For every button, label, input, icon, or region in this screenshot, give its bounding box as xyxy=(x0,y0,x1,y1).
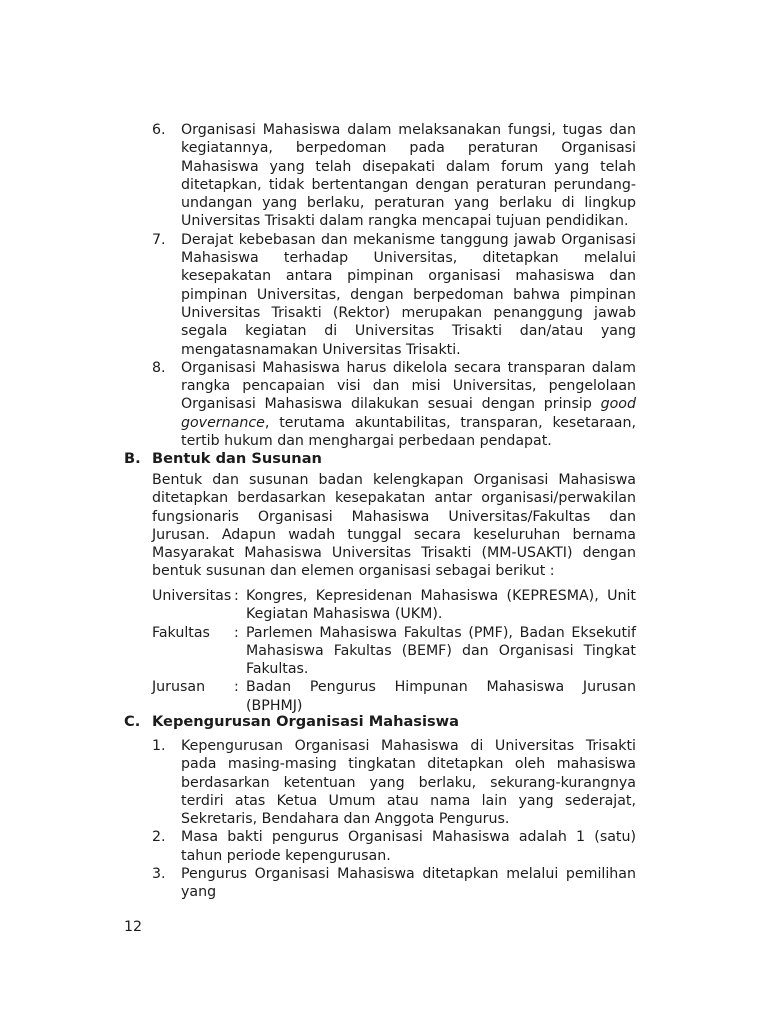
list-item xyxy=(152,737,636,828)
page-number: 12 xyxy=(124,919,143,935)
list-item xyxy=(152,359,636,450)
list-number: 2. xyxy=(152,829,166,846)
row-label: Jurusan xyxy=(152,679,206,696)
row-colon: : xyxy=(234,588,239,604)
table-row xyxy=(152,587,636,624)
row-value: Parlemen Mahasiswa Fakultas (PMF), Badan Eksekutif Mahasiswa Fakultas (BEMF) dan Organisasi Tingkat Fakultas. xyxy=(246,624,636,678)
list-text: Masa bakti pengurus Organisasi Mahasiswa adalah 1 (satu) tahun periode kepengurusan. xyxy=(181,829,636,864)
table-row xyxy=(152,624,636,679)
row-label: Fakultas xyxy=(152,624,210,641)
row-value: Kongres, Kepresidenan Mahasiswa (KEPRESMA), Unit Kegiatan Mahasiswa (UKM). xyxy=(246,588,636,623)
list-text-italic: good governance xyxy=(181,396,636,431)
list-item xyxy=(152,828,636,865)
row-value: Badan Pengurus Himpunan Mahasiswa Jurusan (BPHMJ) xyxy=(246,679,636,714)
row-colon: : xyxy=(234,679,239,696)
section-title: Kepengurusan Organisasi Mahasiswa xyxy=(152,713,460,730)
section-letter: B. xyxy=(124,450,141,467)
list-continued xyxy=(152,121,636,450)
list-text: Kepengurusan Organisasi Mahasiswa di Universitas Trisakti pada masing-masing tingkatan ditetapkan oleh mahasiswa berdasarkan ketentuan yang berlaku, sekurang-kurangnya terdiri atas Ketua Umum atau nama lain yang sederajat, Sekretaris, Bendahara dan Anggota Pengurus. xyxy=(181,738,636,828)
list-item xyxy=(152,865,636,902)
list-text-end: , terutama akuntabilitas, transparan, kesetaraan, tertib hukum dan menghargai perbedaan pendapat. xyxy=(181,414,636,450)
list-item xyxy=(152,121,636,231)
section-letter: C. xyxy=(124,713,141,730)
section-title: Bentuk dan Susunan xyxy=(152,450,322,467)
list-number: 7. xyxy=(152,231,166,248)
list-text: Organisasi Mahasiswa dalam melaksanakan fungsi, tugas dan kegiatannya, berpedoman pada peraturan Organisasi Mahasiswa yang telah disepakati dalam forum yang telah ditetapkan, tidak bertentangan dengan peraturan perundang-undangan yang berlaku, peraturan yang berlaku di lingkup Universitas Trisakti dalam rangka mencapai tujuan pendidikan. xyxy=(181,122,636,230)
list-text: Pengurus Organisasi Mahasiswa ditetapkan melalui pemilihan yang xyxy=(181,866,636,901)
structure-table xyxy=(152,587,636,715)
section-b-heading xyxy=(124,450,322,468)
section-b-paragraph: Bentuk dan susunan badan kelengkapan Organisasi Mahasiswa ditetapkan berdasarkan kesepakatan antar organisasi/perwakilan fungsionaris Organisasi Mahasiswa Universitas/Fakultas dan Jurusan. Adapun wadah tunggal secara keseluruhan bernama Masyarakat Mahasiswa Universitas Trisakti (MM-USAKTI) dengan bentuk susunan dan elemen organisasi sebagai berikut : xyxy=(152,472,636,580)
row-label: Universitas xyxy=(152,588,232,604)
row-colon: : xyxy=(234,624,239,641)
list-item xyxy=(152,231,636,359)
section-c-heading xyxy=(124,713,459,731)
table-row xyxy=(152,678,636,715)
section-c-list xyxy=(152,737,636,902)
list-number: 3. xyxy=(152,866,166,883)
list-number: 6. xyxy=(152,122,166,138)
list-number: 8. xyxy=(152,359,166,376)
list-text: Derajat kebebasan dan mekanisme tanggung jawab Organisasi Mahasiswa terhadap Universitas, ditetapkan melalui kesepakatan antara pimpinan organisasi mahasiswa dan pimpinan Universitas, dengan berpedoman bahwa pimpinan Universitas Trisakti (Rektor) merupakan penanggung jawab segala kegiatan di Universitas Trisakti dan/atau yang mengatasnamakan Universitas Trisakti. xyxy=(181,231,636,358)
list-number: 1. xyxy=(152,738,166,754)
list-text-start: Organisasi Mahasiswa harus dikelola secara transparan dalam rangka pencapaian visi dan misi Universitas, pengelolaan Organisasi Mahasiswa dilakukan sesuai dengan prinsip xyxy=(181,359,636,413)
